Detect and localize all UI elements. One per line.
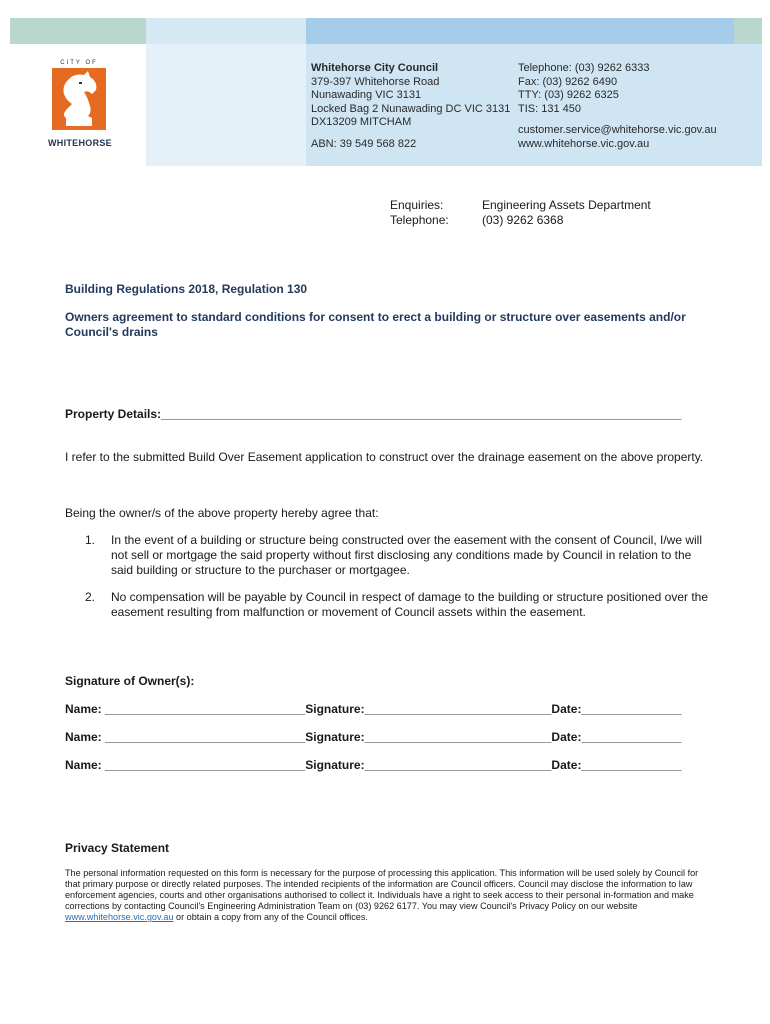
contact-telephone: Telephone: (03) 9262 6333 — [518, 62, 650, 74]
enquiries-label: Enquiries: — [390, 198, 444, 212]
header-band-blue — [306, 18, 734, 44]
condition-text: In the event of a building or structure being constructed over the easement with the consent of Council, I/we will not sell or mortgage the said property without first disclosing any conditions made by Council in relation to the said building or structure to the purchaser or mortgagee. — [111, 533, 702, 577]
contact-block — [518, 62, 717, 151]
regulation-title: Building Regulations 2018, Regulation 130 — [65, 282, 308, 296]
address-line: DX13209 MITCHAM — [311, 116, 412, 128]
logo-city-text: CITY OF — [60, 60, 98, 66]
condition-number: 1. — [85, 533, 96, 547]
contact-fax: Fax: (03) 9262 6490 — [518, 75, 618, 88]
header-band-teal-right — [734, 18, 762, 44]
letterhead-panel-light — [146, 44, 306, 166]
contact-tis: TIS: 131 450 — [518, 102, 581, 115]
signature-row: Name: ______________________________Signature:____________________________Date:_______________ — [65, 730, 682, 744]
address-line: Nunawading VIC 3131 — [311, 89, 422, 101]
council-name: Whitehorse City Council — [311, 62, 439, 74]
address-line: 379-397 Whitehorse Road — [311, 75, 440, 88]
agree-paragraph: Being the owner/s of the above property hereby agree that: — [65, 506, 379, 520]
privacy-text-end: or obtain a copy from any of the Council offices. — [173, 912, 368, 922]
privacy-website-link[interactable]: www.whitehorse.vic.gov.au — [65, 912, 174, 922]
header-band-light — [146, 18, 306, 44]
enquiries-block — [390, 198, 651, 228]
address-line: Locked Bag 2 Nunawading DC VIC 3131 — [311, 102, 511, 115]
condition-number: 2. — [85, 590, 96, 604]
property-details-label: Property Details: — [65, 407, 162, 421]
header-band-teal — [10, 18, 146, 44]
privacy-text: The personal information requested on this form is necessary for the purpose of processing this application. This information will be used solely by Council for that primary purpose or directly related purposes. The intended recipients of the information are Council officers. Council may disclose the information to law enforcement agencies, courts and other organisations authorised to collect it. Individuals have a right to seek access to their personal in-formation and make corrections by contacting Council's Engineering Administration Team on (03) 9262 6177. You may view Council's Privacy Policy on our website — [65, 868, 699, 911]
enquiries-value: Engineering Assets Department — [482, 198, 651, 212]
privacy-title: Privacy Statement — [65, 841, 170, 855]
property-details-line: ______________________________________________________________________________ — [161, 407, 682, 421]
contact-website: www.whitehorse.vic.gov.au — [518, 137, 650, 150]
council-address-block — [311, 62, 510, 151]
contact-email: customer.service@whitehorse.vic.gov.au — [518, 124, 717, 136]
condition-item — [85, 590, 708, 620]
intro-paragraph: I refer to the submitted Build Over Easement application to construct over the drainage easement on the above property. — [65, 450, 704, 464]
condition-item — [85, 533, 708, 578]
logo-horse-icon — [52, 68, 106, 130]
logo-name: WHITEHORSE — [47, 138, 112, 148]
condition-text: No compensation will be payable by Council in respect of damage to the building or structure positioned over the easement resulting from malfunction or movement of Council assets within the easement. — [111, 590, 709, 619]
property-details — [65, 407, 682, 421]
signature-row: Name: ______________________________Signature:____________________________Date:_______________ — [65, 702, 682, 716]
signature-title: Signature of Owner(s): — [65, 674, 195, 688]
council-abn: ABN: 39 549 568 822 — [311, 137, 417, 150]
signature-row: Name: ______________________________Signature:____________________________Date:_______________ — [65, 758, 682, 772]
telephone-label: Telephone: — [390, 213, 449, 227]
contact-tty: TTY: (03) 9262 6325 — [518, 89, 619, 101]
telephone-value: (03) 9262 6368 — [482, 213, 564, 227]
agreement-title: Owners agreement to standard conditions for consent to erect a building or structure over easements and/or Council's drains — [65, 310, 686, 339]
privacy-paragraph — [65, 868, 708, 923]
